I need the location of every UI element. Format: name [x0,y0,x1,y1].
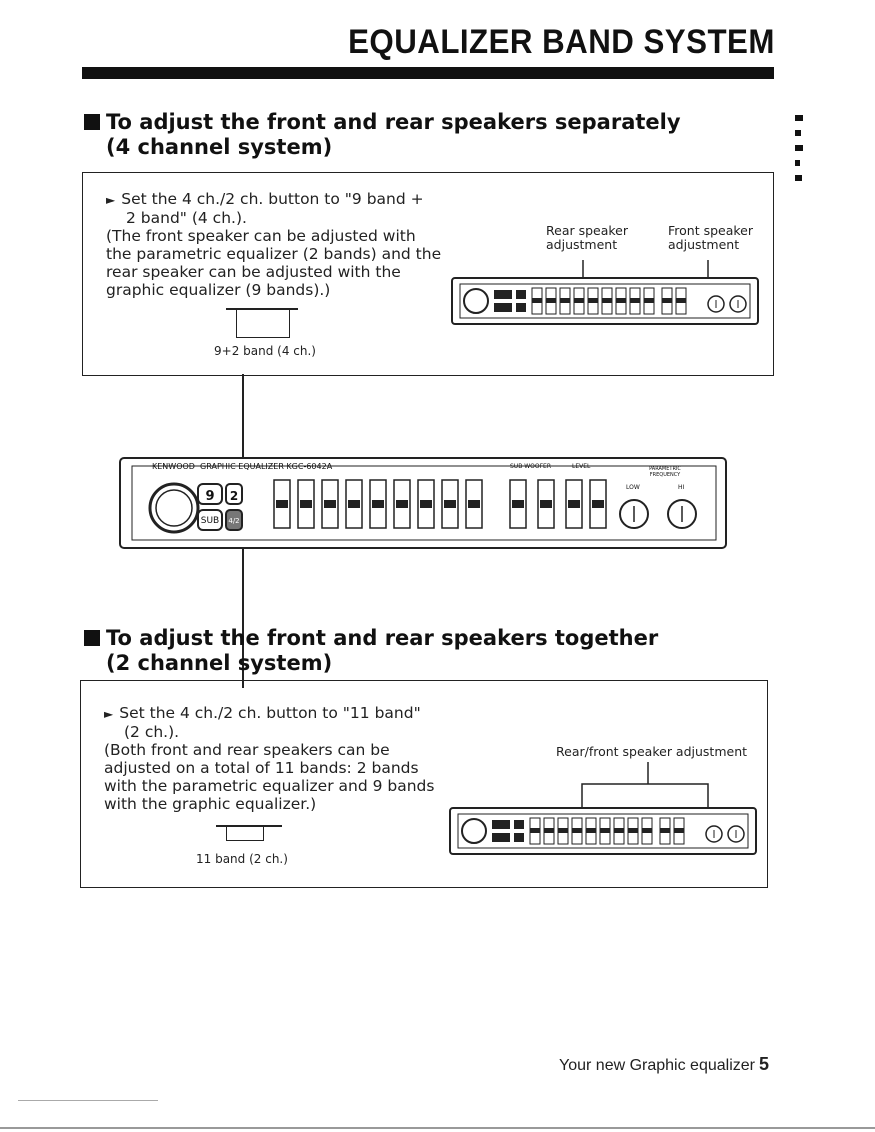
section1-heading: To adjust the front and rear speakers separately (4 channel system) [84,110,681,160]
panel-level-text: LEVEL [572,463,591,470]
bullet-square-icon [84,630,100,646]
page-title: EQUALIZER BAND SYSTEM [348,23,775,61]
small-unit-4ch-illustration [450,248,762,328]
side-tab-marks [795,115,837,190]
page-number: 5 [758,1054,769,1074]
section2-heading: To adjust the front and rear speakers together (2 channel system) [84,626,658,676]
panel-parametric-text: PARAMETRIC FREQUENCY [649,466,681,478]
panel-button-sub: SUB [200,516,220,526]
front-speaker-label: Front speaker adjustment [668,223,754,252]
small-unit-2ch-illustration [448,762,760,858]
section2-button-caption: 11 band (2 ch.) [196,852,288,866]
panel-button-9: 9 [205,489,215,504]
rear-speaker-label: Rear speaker adjustment [546,223,629,252]
section1-instruction: ► Set the 4 ch./2 ch. button to "9 band + 2 band" (4 ch.). (The front speaker can be adjusted with the parametric equalizer (2 bands) and the rear speaker can be adjusted with the graphic equalizer (9 bands).) [106,190,442,299]
panel-button-4-2: 4/2 [228,517,240,525]
bullet-square-icon [84,114,100,130]
arrow-right-icon: ► [106,193,116,207]
section2-instruction: ► Set the 4 ch./2 ch. button to "11 band" (2 ch.). (Both front and rear speakers can be adjusted on a total of 11 bands: 2 bands with the parametric equalizer and 9 bands with the graphic equalizer.) [104,704,435,813]
rear-front-adjust-label: Rear/front speaker adjustment [556,744,748,759]
panel-brand-text: KENWOOD GRAPHIC EQUALIZER KGC-6042A [152,462,333,471]
button-11-band-symbol [226,826,264,841]
page-footer: Your new Graphic equalizer 5 [559,1054,769,1074]
panel-hi-text: HI [678,484,685,491]
bottom-rule [0,1127,875,1129]
arrow-right-icon: ► [104,707,114,721]
section1-button-caption: 9+2 band (4 ch.) [214,344,316,358]
button-9-2-band-symbol [236,309,290,338]
panel-subwoofer-text: SUB WOOFER [510,463,552,470]
panel-button-2: 2 [229,489,239,503]
panel-low-text: LOW [626,484,640,491]
title-rule [82,67,774,79]
